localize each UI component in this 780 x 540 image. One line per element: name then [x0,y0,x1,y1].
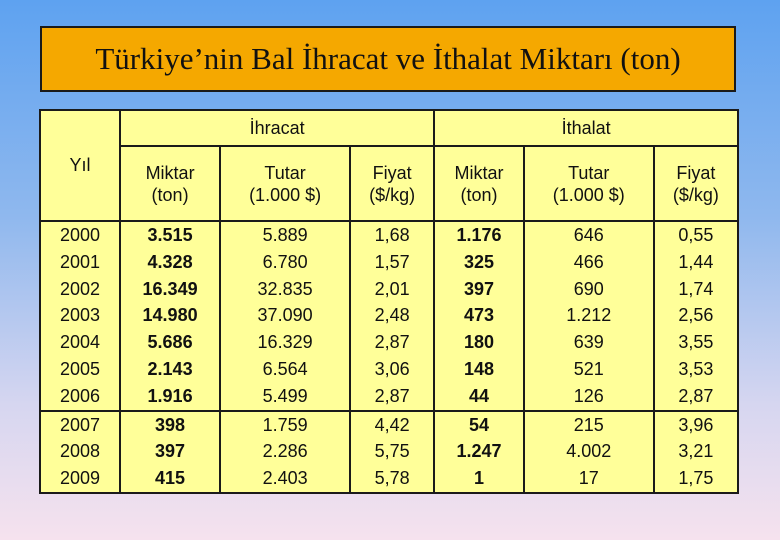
export-quantity-value: 398 [155,414,186,435]
export-price-value: 4,42 [374,414,410,435]
col-header-year: Yıl [40,110,120,221]
export-value-value: 37.090 [257,305,313,326]
import-quantity-value: 397 [464,278,495,299]
cell-import-price [654,221,738,411]
slide-title: Türkiye’nin Bal İhracat ve İthalat Miktarı (ton) [40,26,736,92]
export-price-value: 5,75 [374,441,410,462]
import-value-value: 521 [573,358,604,379]
export-quantity-value: 3.515 [147,225,193,245]
export-quantity-value: 415 [155,468,186,489]
year-value: 2003 [59,305,101,326]
export-price-value: 2,48 [374,305,410,326]
cell-year [40,411,120,493]
table-row [40,221,738,411]
export-value-value: 1.759 [262,414,308,435]
col-header-export-value: Tutar (1.000 $) [220,146,350,221]
cell-import-quantity [434,221,523,411]
cell-export-quantity [120,411,220,493]
import-quantity-value: 1.247 [456,441,502,462]
import-quantity-value: 54 [469,414,490,435]
year-value: 2002 [59,278,101,299]
year-value: 2004 [59,332,101,353]
cell-export-price [350,221,434,411]
year-value: 2006 [59,385,101,406]
cell-export-value [220,411,350,493]
import-quantity-value: 473 [464,305,495,326]
import-price-value: 3,55 [678,332,714,353]
export-price-value: 5,78 [374,468,410,489]
group-header-import: İthalat [434,110,738,146]
col-header-import-value: Tutar (1.000 $) [524,146,654,221]
export-price-value: 1,68 [374,225,410,245]
import-price-value: 3,21 [678,441,714,462]
import-price-value: 1,74 [678,278,714,299]
import-value-value: 17 [578,468,599,489]
export-price-value: 2,87 [374,332,410,353]
import-price-value: 3,96 [678,414,714,435]
import-price-value: 0,55 [678,225,714,245]
import-value-value: 690 [573,278,604,299]
import-value-value: 1.212 [566,305,612,326]
cell-export-value [220,221,350,411]
cell-import-quantity [434,411,523,493]
import-value-value: 466 [573,251,604,272]
import-value-value: 4.002 [566,441,612,462]
cell-export-quantity [120,221,220,411]
group-header-export: İhracat [120,110,434,146]
import-value-value: 639 [573,332,604,353]
import-quantity-value: 180 [464,332,495,353]
export-quantity-value: 2.143 [147,358,193,379]
export-price-value: 1,57 [374,251,410,272]
import-quantity-value: 148 [464,358,495,379]
import-value-value: 215 [573,414,604,435]
group-header-row [40,110,738,146]
export-quantity-value: 4.328 [147,251,193,272]
cell-import-value [524,221,654,411]
cell-export-price [350,411,434,493]
import-price-value: 2,56 [678,305,714,326]
year-value: 2008 [59,441,101,462]
export-price-value: 2,01 [374,278,410,299]
import-price-value: 1,75 [678,468,714,489]
import-quantity-value: 44 [469,385,490,406]
import-value-value: 126 [573,385,604,406]
export-quantity-value: 5.686 [147,332,193,353]
export-value-value: 2.403 [262,468,308,489]
import-quantity-value: 325 [464,251,495,272]
col-header-export-price: Fiyat ($/kg) [350,146,434,221]
cell-import-price [654,411,738,493]
export-price-value: 3,06 [374,358,410,379]
column-header-row [40,146,738,221]
col-header-import-price: Fiyat ($/kg) [654,146,738,221]
export-value-value: 5.499 [262,385,308,406]
export-value-value: 6.780 [262,251,308,272]
export-value-value: 2.286 [262,441,308,462]
col-header-export-quantity: Miktar (ton) [120,146,220,221]
cell-year [40,221,120,411]
year-value: 2007 [59,414,101,435]
export-quantity-value: 397 [155,441,186,462]
import-value-value: 646 [573,225,604,245]
export-quantity-value: 14.980 [142,305,198,326]
col-header-import-quantity: Miktar (ton) [434,146,523,221]
export-value-value: 32.835 [257,278,313,299]
import-quantity-value: 1.176 [456,225,502,245]
import-quantity-value: 1 [474,468,485,489]
export-quantity-value: 1.916 [147,385,193,406]
export-value-value: 16.329 [257,332,313,353]
year-value: 2005 [59,358,101,379]
import-price-value: 1,44 [678,251,714,272]
year-value: 2001 [59,251,101,272]
import-price-value: 2,87 [678,385,714,406]
export-quantity-value: 16.349 [142,278,198,299]
year-value: 2000 [59,225,101,245]
table-row [40,411,738,493]
import-price-value: 3,53 [678,358,714,379]
cell-import-value [524,411,654,493]
export-value-value: 5.889 [262,225,308,245]
honey-trade-table [39,109,739,494]
export-value-value: 6.564 [262,358,308,379]
export-price-value: 2,87 [374,385,410,406]
year-value: 2009 [59,468,101,489]
